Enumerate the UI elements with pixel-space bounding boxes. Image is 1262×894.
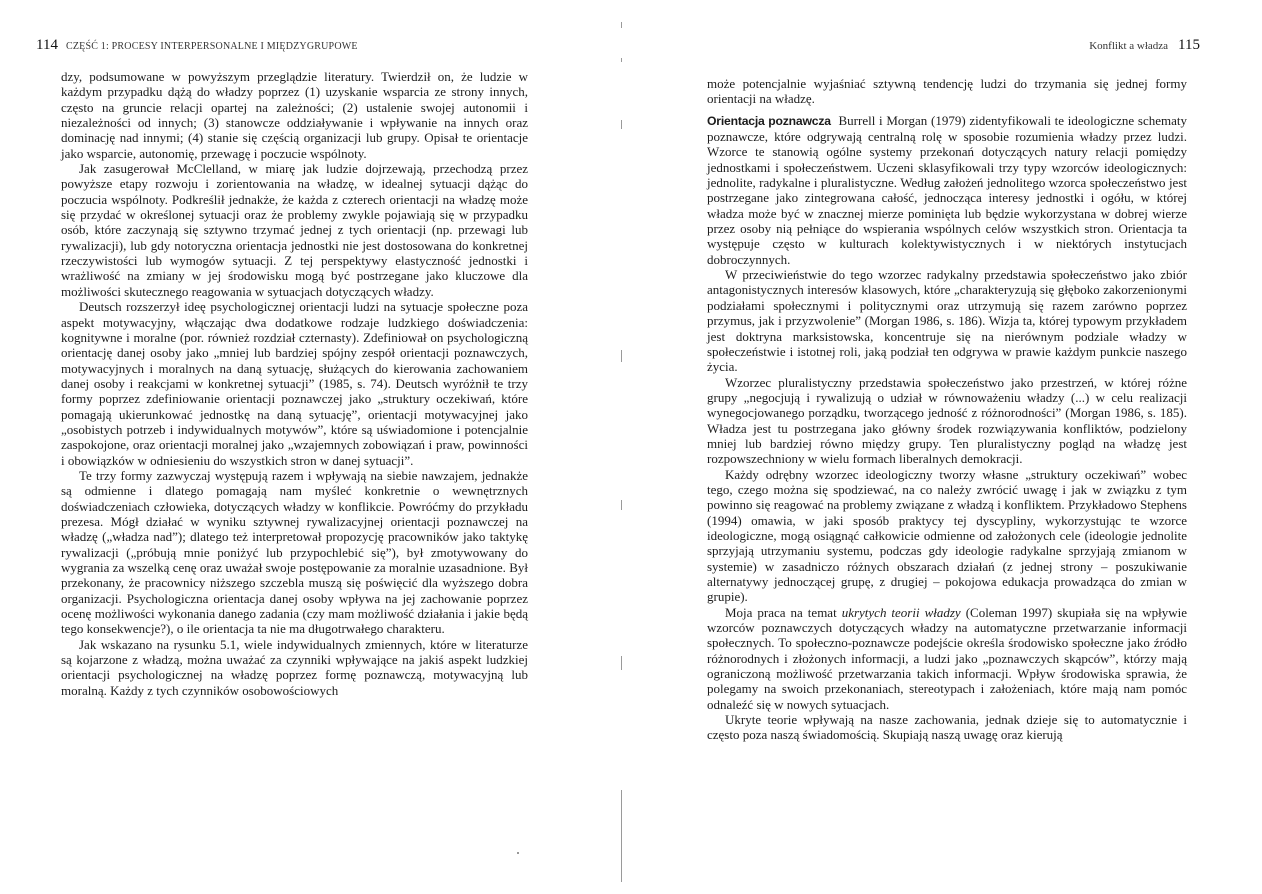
paragraph: Każdy odrębny wzorzec ideologiczny tworzy własne „struktury oczekiwań” wobec tego, czego można się spodziewać, na co należy zwrócić uwagę i jak w związku z tym powinno się reagować na problemy związane z władzą i konfliktem. Przykładowo Stephens (1994) omawia, w jaki sposób praktycy tej dyscypliny, wykorzystując te wzorce ideologiczne, mogą osiągnąć całkowicie odmienne od założonych cele (ideologie jednolite sprzyjają utrzymaniu systemu, podczas gdy ideologie radykalne sprzyjają zmianom w systemie) w zasadniczo różnych obszarach działań (z jednej strony – poszukiwanie alternatywy jednoczącej grupę, z drugiej – pokojowa edukacja prowadząca do zmian w grupie). — [707, 466, 1187, 605]
right-running-head: Konflikt a władza — [1089, 40, 1169, 52]
section-heading: Orientacja poznawcza — [707, 113, 831, 128]
left-page-body — [61, 69, 528, 698]
coleman-rest: (Coleman 1997) skupiała się na wpływie wzorców poznawczych dotyczących władzy na automatyczne przetwarzanie informacji społecznych. To społeczno-poznawcze podejście określa środowisko społeczne jako źródło różnorodnych i złożonych informacji, a ludzi jako „poznawczych skąpców”, którzy mają ograniczoną możliwość przetwarzania takich informacji. Wpływ środowiska sprawia, że polegamy na swoich przekonaniach, stereotypach i założeniach, które mają nam pomóc odnaleźć się w nowych sytuacjach. — [707, 604, 1188, 712]
right-page-header — [1089, 36, 1200, 56]
paragraph: Ukryte teorie wpływają na nasze zachowania, jednak dzieje się to automatycznie i często poza naszą świadomością. Skupiają naszą uwagę oraz kierują — [707, 712, 1187, 743]
paragraph: może potencjalnie wyjaśniać sztywną tendencję ludzi do trzymania się jednej formy orientacji na władzę. — [707, 76, 1187, 107]
coleman-lead: Moja praca na temat — [725, 604, 837, 620]
left-page-number: 114 — [36, 37, 58, 53]
paragraph — [707, 605, 1187, 712]
right-page-number: 115 — [1178, 37, 1200, 53]
paragraph: Jak wskazano na rysunku 5.1, wiele indywidualnych zmiennych, które w literaturze są kojarzone z władzą, można uważać za czynniki wpływające na jakiś aspekt ludzkiej orientacji psychologicznej na władzę poprzez formę poznawczą, motywacyjną lub moralną. Każdy z tych czynników osobowościowych — [61, 636, 528, 698]
paragraph: W przeciwieństwie do tego wzorzec radykalny przedstawia społeczeństwo jako zbiór antagonistycznych interesów klasowych, które „charakteryzują się głęboko zakorzenionymi podziałami społecznymi i politycznymi oraz utrzymują się razem zarówno poprzez przymus, jak i przyzwolenie” (Morgan 1986, s. 186). Wizja ta, której typowym przykładem jest doktryna marksistowska, koncentruje się na nierównym podziale władzy w społeczeństwie i istotnej roli, jaką podział ten odgrywa w prawie każdym punkcie naszego życia. — [707, 267, 1187, 375]
paragraph: dzy, podsumowane w powyższym przeglądzie literatury. Twierdził on, że ludzie w każdym przypadku dążą do władzy poprzez (1) uzyskanie wsparcia ze strony innych, często na gruncie relacji opartej na zależności; (2) ustalenie swojej autonomii i niezależności od innych; (3) stanowcze oddziaływanie i wpływanie na innych oraz dominację nad innymi; (4) stanie się częścią organizacji lub grupy. Opisał te orientacje jako wsparcie, autonomię, przewagę i poczucie wspólnoty. — [61, 69, 528, 161]
coleman-title: ukrytych teorii władzy — [841, 604, 961, 620]
section-text: Burrell i Morgan (1979) zidentyfikowali te ideologiczne schematy poznawcze, które odgrywają centralną rolę w sposobie rozumienia władzy przez ludzi. Wzorce te stanowią ogólne systemy przekonań dotyczących natury relacji pomiędzy jednostkami i społeczeństwem. Uczeni sklasyfikowali trzy typy wzorców ideologicznych: jednolite, radykalne i pluralistyczne. Według założeń jednolitego wzorca społeczeństwo jest postrzegane jako zintegrowana całość, jednocząca interesy jednostki i ogółu, w której władza może być w znacznej mierze pominięta lub będzie wykorzystana w dobrej wierze przez osoby nią pełniące do wspierania wspólnych celów wszystkich stron. Orientacja ta występuje często w kulturach kolektywistycznych i w niektórych instytucjach dobroczynnych. — [707, 112, 1187, 267]
paragraph: Wzorzec pluralistyczny przedstawia społeczeństwo jako przestrzeń, w której różne grupy „negocjują i rywalizują o udział w równoważeniu władzy (...) w celu realizacji wynegocjowanego porządku, tworzącego jedność z różnorodności” (Morgan 1986, s. 185). Władza jest tu postrzegana jako główny środek rozwiązywania konfliktów, podzielony mniej lub bardziej równo między grupy. Ten pluralistyczny pogląd na władzę jest rozpowszechniony w wielu formach liberalnych demokracji. — [707, 374, 1187, 467]
paragraph: Deutsch rozszerzył ideę psychologicznej orientacji ludzi na sytuacje społeczne poza aspekt motywacyjny, włączając dwa dodatkowe rodzaje ludzkiego doświadczenia: kognitywne i moralne (por. również rozdział czternasty). Zdefiniował on psychologiczną orientację danej osoby jako „mniej lub bardziej spójny zespół orientacji poznawczych, motywacyjnych i moralnych na daną sytuację, służących do kierowania zachowaniem danej osoby i reakcjami w konkretnej sytuacji” (1985, s. 74). Deutsch wyróżnił te trzy formy poprzez zdefiniowanie orientacji poznawczej jako „struktury oczekiwań, które pomagają ukierunkować jednostkę na daną sytuację”, orientacji motywacyjnej jako „osobistych potrzeb i indywidualnych motywów”, które są uświadomione i potencjalnie zaspokojone, oraz orientacji moralnej jako „wzajemnych zobowiązań i praw, powinności i obowiązków w odniesieniu do wszystkich stron w danej sytuacji”. — [61, 299, 528, 468]
section-paragraph — [707, 113, 1187, 267]
left-page — [0, 0, 620, 894]
right-page-body — [707, 76, 1187, 743]
left-running-head: CZĘŚĆ 1: PROCESY INTERPERSONALNE I MIĘDZYGRUPOWE — [65, 41, 358, 52]
left-page-header — [36, 36, 358, 56]
paragraph: Te trzy formy zazwyczaj występują razem i wpływają na siebie nawzajem, jednakże są odmienne i dlatego pomagają nam myśleć konkretnie o wewnętrznych doświadczeniach człowieka, dotyczących władzy w konflikcie. Powróćmy do przykładu prezesa. Mógł działać w wyniku sztywnej rywalizacyjnej orientacji poznawczej na władzę („władza nad”); dlatego też interpretował propozycję pracowników jako taktykę rywalizacji („próbują mnie poniżyć lub przypochlebić się”), był zmotywowany do wygrania za wszelką cenę oraz uważał swoje postępowanie za moralnie uzasadnione. Był przekonany, że pracownicy niższego szczebla muszą się poświęcić dla wyższego dobra organizacji. Psychologiczna orientacja danej osoby wpływa na jej zachowanie poprzez ocenę możliwości wykonania danego zadania (czy mam możliwość działania i jakie będą tego konsekwencje?), o ile orientacja ta nie ma długotrwałego charakteru. — [61, 467, 528, 637]
scan-speck — [517, 852, 519, 854]
right-page — [624, 0, 1262, 894]
paragraph: Jak zasugerował McClelland, w miarę jak ludzie dojrzewają, przechodzą przez powyższe etapy rozwoju i zorientowania na władzę, w idealnej sytuacji dążąc do poczucia wspólnoty. Podkreślił jednakże, że każda z czterech orientacji na władzę może się przydać w określonej sytuacji oraz że problemy zwykle pojawiają się w przypadku osób, które zaczynają się sztywno trzymać jednej z tych orientacji (np. przewagi lub rywalizacji), lub gdy notoryczna orientacja jednostki nie jest dostosowana do konkretnej rzeczywistości lub wymogów sytuacji. Z tej perspektywy elastyczność jednostki i wrażliwość na zmiany w jej środowisku mogą być postrzegane jako kluczowe dla możliwości skutecznego reagowania w sytuacjach dotyczących władzy. — [61, 161, 528, 299]
